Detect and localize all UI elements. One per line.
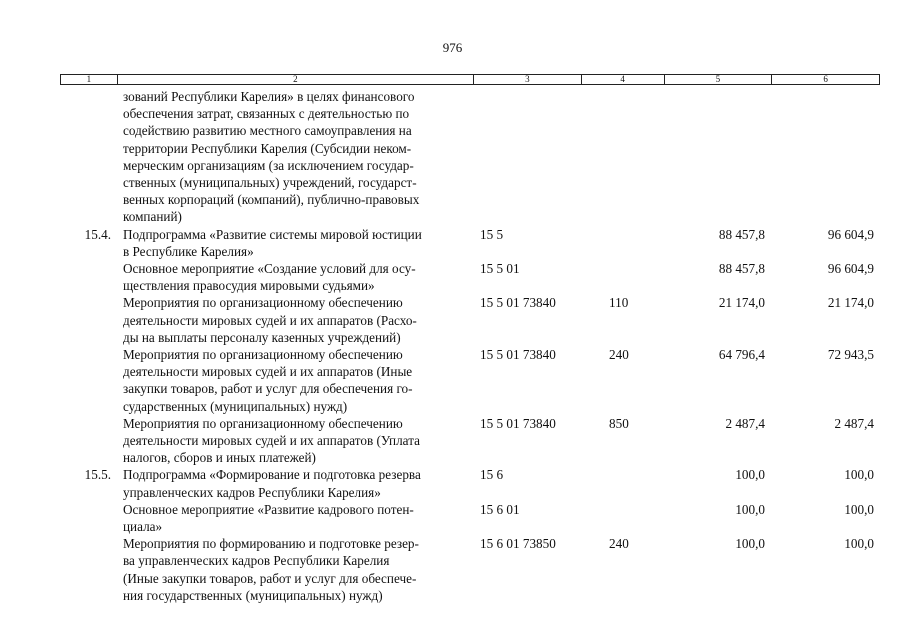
description-line: Основное мероприятие «Создание условий для осу- [123, 261, 416, 277]
description-line: венных корпораций (компаний), публично-правовых [123, 192, 420, 208]
table-row [60, 226, 880, 260]
description-line: циала» [123, 519, 163, 535]
description-line: Подпрограмма «Развитие системы мировой юстиции [123, 226, 422, 242]
row-amount-col6: 100,0 [844, 536, 874, 552]
row-target-code: 15 5 [480, 226, 504, 242]
header-col-5: 5 [665, 75, 773, 84]
description-line: территории Республики Карелия (Субсидии неком- [123, 140, 412, 156]
description-line: управленческих кадров Республики Карелия» [123, 484, 381, 500]
row-amount-col6 [773, 88, 880, 226]
row-description [117, 294, 474, 346]
row-expense-type [582, 88, 665, 226]
row-number [60, 501, 117, 535]
description-line: мерческим организациям (за исключением государ- [123, 157, 414, 173]
description-line: Мероприятия по организационному обеспечению [123, 295, 403, 311]
row-amount-col5 [665, 88, 773, 226]
header-col-4: 4 [582, 75, 665, 84]
row-expense-type [582, 226, 665, 260]
description-line: ва управленческих кадров Республики Карелия [123, 553, 390, 569]
row-target-code: 15 6 01 [480, 501, 520, 517]
row-expense-type: 110 [609, 295, 629, 311]
row-target-code: 15 6 [480, 467, 504, 483]
description-line: в Республике Карелия» [123, 243, 254, 259]
row-target-code: 15 5 01 73840 [480, 415, 556, 431]
description-line: сударственных (муниципальных) нужд) [123, 398, 348, 414]
description-line: деятельности мировых судей и их аппаратов (Иные [123, 364, 413, 380]
page-number: 976 [442, 40, 463, 55]
row-amount-col6: 96 604,9 [827, 226, 874, 242]
row-description [117, 466, 474, 500]
row-amount-col5: 88 457,8 [718, 226, 765, 242]
row-target-code: 15 5 01 73840 [480, 347, 556, 363]
description-line: обеспечения затрат, связанных с деятельностью по [123, 106, 410, 122]
row-target-code: 15 5 01 [480, 261, 520, 277]
row-description [117, 535, 474, 604]
description-line: ственных (муниципальных) учреждений, государст- [123, 175, 417, 191]
row-number [60, 415, 117, 467]
row-amount-col6: 100,0 [844, 501, 874, 517]
row-amount-col5: 88 457,8 [718, 261, 765, 277]
row-amount-col5: 64 796,4 [718, 347, 765, 363]
row-amount-col6: 21 174,0 [827, 295, 874, 311]
row-target-code [474, 88, 582, 226]
row-number [60, 535, 117, 604]
description-line: закупки товаров, работ и услуг для обеспечения го- [123, 381, 413, 397]
row-description [117, 346, 474, 415]
row-number [60, 260, 117, 294]
header-col-6: 6 [823, 74, 828, 84]
description-line: ды на выплаты персоналу казенных учреждений) [123, 329, 401, 345]
row-description [117, 501, 474, 535]
table-row [60, 260, 880, 294]
description-line: Подпрограмма «Формирование и подготовка резерва [123, 467, 421, 483]
description-line: деятельности мировых судей и их аппаратов (Расхо- [123, 312, 417, 328]
row-amount-col5: 100,0 [735, 536, 765, 552]
description-line: Мероприятия по формированию и подготовке резер- [123, 536, 419, 552]
description-line: компаний) [123, 209, 182, 225]
row-expense-type [582, 260, 665, 294]
header-col-3: 3 [474, 75, 582, 84]
table-row [60, 501, 880, 535]
description-line: Мероприятия по организационному обеспечению [123, 415, 403, 431]
table-row [60, 466, 880, 500]
row-number [60, 88, 117, 226]
row-number [60, 294, 117, 346]
row-expense-type [582, 466, 665, 500]
row-amount-col6: 96 604,9 [827, 261, 874, 277]
row-amount-col5: 100,0 [735, 467, 765, 483]
row-expense-type [582, 501, 665, 535]
description-line: зований Республики Карелия» в целях финансового [123, 89, 415, 104]
header-col-1: 1 [61, 75, 118, 84]
description-line: Мероприятия по организационному обеспечению [123, 347, 403, 363]
header-col-2: 2 [118, 75, 474, 84]
row-amount-col6: 100,0 [844, 467, 874, 483]
description-line: (Иные закупки товаров, работ и услуг для обеспече- [123, 570, 417, 586]
row-amount-col6: 2 487,4 [834, 415, 874, 431]
row-amount-col5: 21 174,0 [718, 295, 765, 311]
row-expense-type: 850 [609, 415, 629, 431]
row-target-code: 15 5 01 73840 [480, 295, 556, 311]
row-expense-type: 240 [609, 347, 629, 363]
table-header [60, 74, 880, 85]
row-amount-col6: 72 943,5 [827, 347, 874, 363]
row-amount-col5: 100,0 [735, 501, 765, 517]
description-line: налогов, сборов и иных платежей) [123, 450, 316, 466]
row-description [117, 415, 474, 467]
table-row [60, 88, 880, 226]
row-amount-col5: 2 487,4 [725, 415, 765, 431]
row-number [60, 346, 117, 415]
budget-table [60, 88, 880, 604]
table-row [60, 535, 880, 604]
description-line: ществления правосудия мировыми судьями» [123, 278, 375, 294]
row-expense-type: 240 [609, 536, 629, 552]
description-line: Основное мероприятие «Развитие кадрового потен- [123, 501, 414, 517]
description-line: деятельности мировых судей и их аппаратов (Уплата [123, 433, 420, 449]
row-target-code: 15 6 01 73850 [480, 536, 556, 552]
table-row [60, 415, 880, 467]
table-row [60, 294, 880, 346]
row-number: 15.5. [84, 467, 111, 483]
row-description [117, 88, 474, 226]
row-description [117, 260, 474, 294]
row-description [117, 226, 474, 260]
description-line: содействию развитию местного самоуправления на [123, 123, 412, 139]
table-row [60, 346, 880, 415]
row-number: 15.4. [84, 226, 111, 242]
description-line: ния государственных (муниципальных) нужд) [123, 587, 383, 603]
